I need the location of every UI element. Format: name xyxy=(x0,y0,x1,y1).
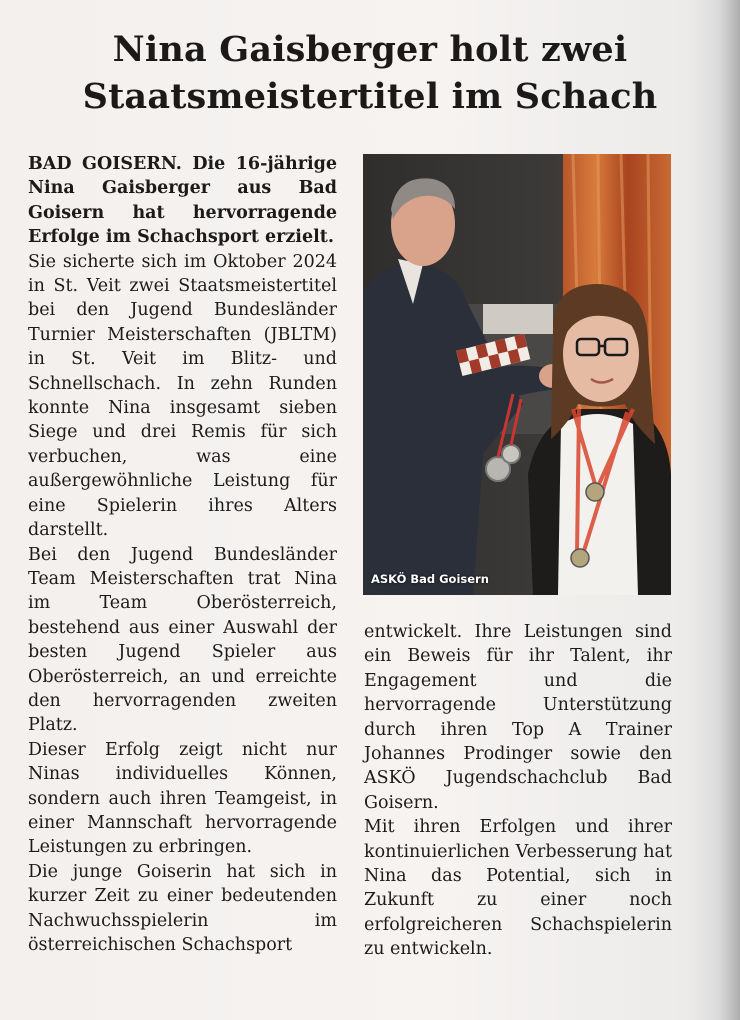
article-paragraph: Sie sicherte sich im Oktober 2024 in St. Veit zwei Staatsmeistertitel bei den Jugend Bundesländer Turnier Meisterschaften (JBLTM) in St. Veit im Blitz- und Schnellschach. In zehn Runden konnte Nina insgesamt sieben Siege und drei Remis für sich verbuchen, was eine außergewöhnliche Leistung für eine Spielerin ihres Alters darstellt. xyxy=(28,251,337,541)
article-paragraph: Die junge Goiserin hat sich in kurzer Zeit zu einer bedeutenden Nachwuchsspielerin im österreichischen Schachsport xyxy=(28,861,337,955)
article-paragraph: Dieser Erfolg zeigt nicht nur Ninas individuelles Können, sondern auch ihren Teamgeist, in einer Mannschaft hervorragende Leistungen zu erbringen. xyxy=(28,739,337,858)
article-paragraph: entwickelt. Ihre Leistungen sind ein Beweis für ihr Talent, ihr Engagement und die hervorragende Unterstützung durch ihren Top A Trainer Johannes Prodinger sowie den ASKÖ Jugendschachclub Bad Goisern. xyxy=(364,622,672,813)
photo-credit: ASKÖ Bad Goisern xyxy=(371,572,489,586)
headline-line-1: Nina Gaisberger holt zwei xyxy=(112,29,628,70)
page-fold-shadow xyxy=(718,0,740,1020)
article-headline xyxy=(20,26,720,120)
article-column-left xyxy=(28,152,337,957)
article-photo xyxy=(363,154,671,595)
article-paragraph: Mit ihren Erfolgen und ihrer kontinuierlichen Verbesserung hat Nina das Potential, sich in Zukunft zu einer noch erfolgreicheren Schachspielerin zu entwickeln. xyxy=(364,817,672,960)
article-paragraph: Bei den Jugend Bundesländer Team Meisterschaften trat Nina im Team Oberösterreich, bestehend aus einer Auswahl der besten Jugend Spieler aus Oberösterreich, an und erreichte den hervorragenden zweiten Platz. xyxy=(28,544,337,736)
headline-line-2: Staatsmeistertitel im Schach xyxy=(82,76,658,117)
award-ceremony-photo xyxy=(363,154,671,595)
article-lead: BAD GOISERN. Die 16-jährige Nina Gaisberger aus Bad Goisern hat hervorragende Erfolge im Schachsport erzielt. xyxy=(28,154,337,248)
article-column-right xyxy=(364,620,672,962)
show-through-left xyxy=(0,0,30,1020)
